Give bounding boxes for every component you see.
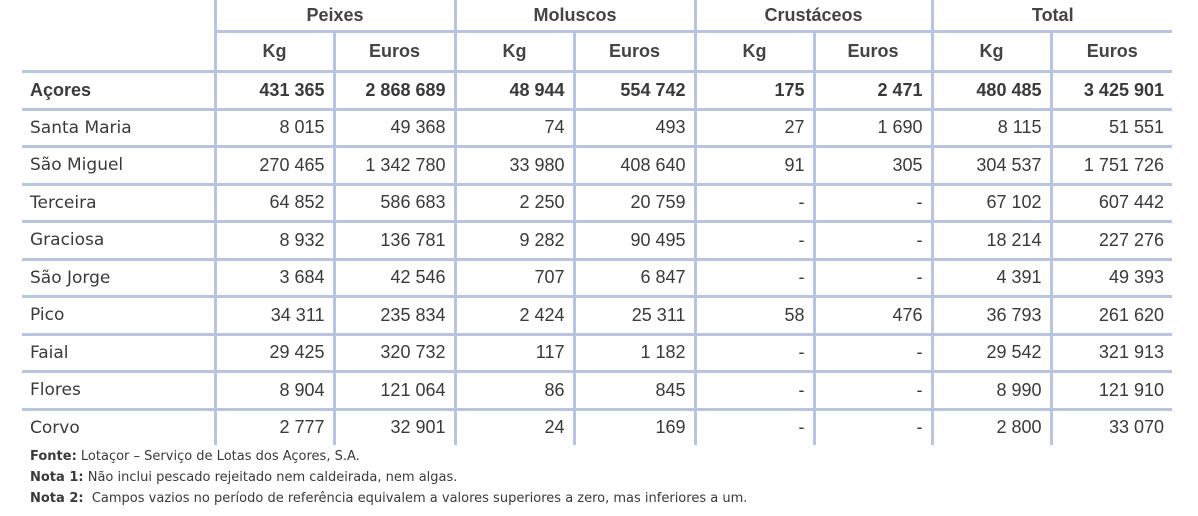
- value-cell: 117: [455, 334, 574, 372]
- value-cell: 121 064: [334, 372, 455, 410]
- value-cell: 480 485: [932, 72, 1051, 110]
- group-header-moluscos: Moluscos: [455, 0, 695, 32]
- value-cell: 34 311: [215, 297, 334, 335]
- subheader-euros: Euros: [814, 32, 932, 72]
- value-cell: 86: [455, 372, 574, 410]
- row-label: Açores: [22, 72, 215, 110]
- value-cell: 6 847: [574, 259, 695, 297]
- table-row: [22, 184, 1172, 222]
- group-header-row: [22, 0, 1172, 32]
- value-cell: 74: [455, 109, 574, 147]
- value-cell: 48 944: [455, 72, 574, 110]
- value-cell: 49 368: [334, 109, 455, 147]
- table-notes: [30, 446, 747, 509]
- value-cell: 305: [814, 147, 932, 185]
- value-cell: -: [695, 259, 814, 297]
- value-cell: 27: [695, 109, 814, 147]
- value-cell: 8 990: [932, 372, 1051, 410]
- value-cell: -: [695, 222, 814, 260]
- row-label: Pico: [22, 297, 215, 335]
- table-row: [22, 109, 1172, 147]
- row-label: São Jorge: [22, 259, 215, 297]
- value-cell: 2 471: [814, 72, 932, 110]
- value-cell: -: [814, 259, 932, 297]
- table-row: [22, 147, 1172, 185]
- value-cell: -: [695, 334, 814, 372]
- value-cell: 1 751 726: [1051, 147, 1172, 185]
- value-cell: 261 620: [1051, 297, 1172, 335]
- value-cell: 67 102: [932, 184, 1051, 222]
- value-cell: 49 393: [1051, 259, 1172, 297]
- group-header-peixes: Peixes: [215, 0, 455, 32]
- value-cell: 1 182: [574, 334, 695, 372]
- value-cell: 24: [455, 409, 574, 445]
- value-cell: 4 391: [932, 259, 1051, 297]
- value-cell: 9 282: [455, 222, 574, 260]
- value-cell: 29 425: [215, 334, 334, 372]
- value-cell: 554 742: [574, 72, 695, 110]
- value-cell: 3 684: [215, 259, 334, 297]
- value-cell: -: [814, 184, 932, 222]
- value-cell: 91: [695, 147, 814, 185]
- value-cell: 64 852: [215, 184, 334, 222]
- value-cell: -: [814, 222, 932, 260]
- value-cell: 8 932: [215, 222, 334, 260]
- value-cell: 270 465: [215, 147, 334, 185]
- subheader-kg: Kg: [215, 32, 334, 72]
- value-cell: 8 015: [215, 109, 334, 147]
- value-cell: 2 777: [215, 409, 334, 445]
- subheader-euros: Euros: [1051, 32, 1172, 72]
- table-row: [22, 222, 1172, 260]
- value-cell: 304 537: [932, 147, 1051, 185]
- value-cell: 32 901: [334, 409, 455, 445]
- subheader-euros: Euros: [334, 32, 455, 72]
- corner-cell: [22, 0, 215, 32]
- value-cell: 408 640: [574, 147, 695, 185]
- value-cell: 320 732: [334, 334, 455, 372]
- value-cell: 845: [574, 372, 695, 410]
- note-1: Nota 1: Não inclui pescado rejeitado nem caldeirada, nem algas.: [30, 470, 458, 485]
- value-cell: -: [814, 372, 932, 410]
- value-cell: 431 365: [215, 72, 334, 110]
- table-row: [22, 372, 1172, 410]
- value-cell: 227 276: [1051, 222, 1172, 260]
- row-label: Flores: [22, 372, 215, 410]
- row-label: Terceira: [22, 184, 215, 222]
- value-cell: 25 311: [574, 297, 695, 335]
- value-cell: -: [695, 409, 814, 445]
- value-cell: 20 759: [574, 184, 695, 222]
- value-cell: -: [695, 184, 814, 222]
- value-cell: 175: [695, 72, 814, 110]
- value-cell: 121 910: [1051, 372, 1172, 410]
- group-header-crustaceos: Crustáceos: [695, 0, 932, 32]
- value-cell: 169: [574, 409, 695, 445]
- fish-landings-table: [22, 0, 1172, 445]
- value-cell: 1 342 780: [334, 147, 455, 185]
- group-header-total: Total: [932, 0, 1172, 32]
- value-cell: 136 781: [334, 222, 455, 260]
- value-cell: 33 070: [1051, 409, 1172, 445]
- value-cell: 8 115: [932, 109, 1051, 147]
- table-row: [22, 297, 1172, 335]
- value-cell: -: [814, 409, 932, 445]
- row-label: Santa Maria: [22, 109, 215, 147]
- note-2: Nota 2: Campos vazios no período de referência equivalem a valores superiores a zero, mas inferiores a um.: [30, 491, 748, 506]
- value-cell: 2 800: [932, 409, 1051, 445]
- source-note: Fonte: Lotaçor – Serviço de Lotas dos Açores, S.A.: [30, 449, 360, 464]
- table-row: [22, 334, 1172, 372]
- value-cell: 58: [695, 297, 814, 335]
- subheader-euros: Euros: [574, 32, 695, 72]
- value-cell: 321 913: [1051, 334, 1172, 372]
- value-cell: 3 425 901: [1051, 72, 1172, 110]
- corner-cell-2: [22, 32, 215, 72]
- value-cell: 2 424: [455, 297, 574, 335]
- value-cell: 51 551: [1051, 109, 1172, 147]
- value-cell: 29 542: [932, 334, 1051, 372]
- value-cell: 2 250: [455, 184, 574, 222]
- value-cell: 33 980: [455, 147, 574, 185]
- value-cell: 2 868 689: [334, 72, 455, 110]
- table-row: [22, 259, 1172, 297]
- value-cell: 8 904: [215, 372, 334, 410]
- value-cell: -: [814, 334, 932, 372]
- subheader-kg: Kg: [695, 32, 814, 72]
- value-cell: 18 214: [932, 222, 1051, 260]
- table-row: [22, 72, 1172, 110]
- value-cell: 707: [455, 259, 574, 297]
- table-row: [22, 409, 1172, 445]
- value-cell: 36 793: [932, 297, 1051, 335]
- row-label: Graciosa: [22, 222, 215, 260]
- value-cell: 493: [574, 109, 695, 147]
- value-cell: -: [695, 372, 814, 410]
- value-cell: 90 495: [574, 222, 695, 260]
- value-cell: 476: [814, 297, 932, 335]
- subheader-kg: Kg: [455, 32, 574, 72]
- value-cell: 235 834: [334, 297, 455, 335]
- value-cell: 586 683: [334, 184, 455, 222]
- row-label: Faial: [22, 334, 215, 372]
- value-cell: 42 546: [334, 259, 455, 297]
- value-cell: 607 442: [1051, 184, 1172, 222]
- value-cell: 1 690: [814, 109, 932, 147]
- subheader-row: [22, 32, 1172, 72]
- row-label: Corvo: [30, 417, 80, 438]
- row-label: São Miguel: [22, 147, 215, 185]
- subheader-kg: Kg: [932, 32, 1051, 72]
